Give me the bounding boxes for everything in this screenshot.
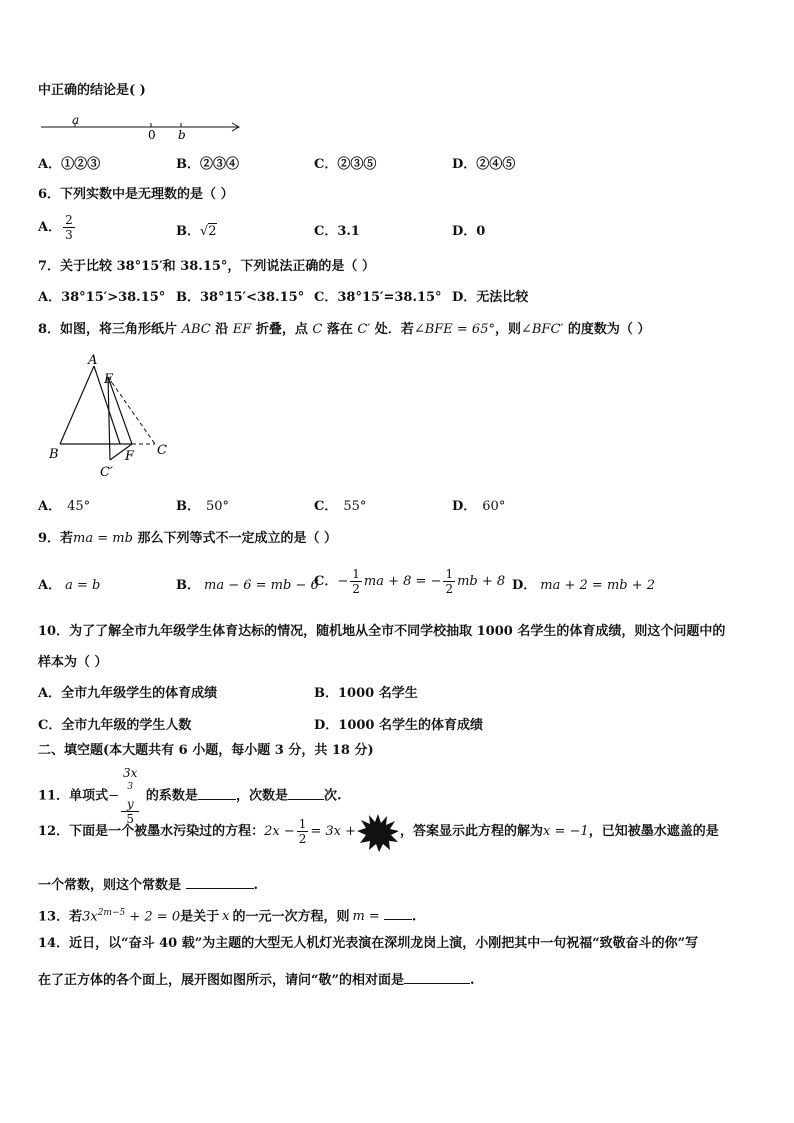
q11-stem: 11．单项式− 3x $^3$ y 5 的系数是 ，次数是 次. [38, 766, 342, 826]
section-heading-fill-blank: 二、填空题(本大题共有 6 小题，每小题 3 分，共 18 分) [38, 743, 374, 758]
figure-label-b: B [49, 447, 59, 462]
q8-option-c: C． 55° [314, 499, 367, 514]
q8-option-d: D． 60° [452, 499, 506, 514]
q8-option-a: A． 45° [38, 499, 91, 514]
numberline-label-b: b [178, 128, 186, 142]
q6-option-a: A． $\frac{2}{3}$ [38, 213, 73, 242]
q10-option-c: C．全市九年级的学生人数 [38, 718, 192, 733]
q10-option-b: B．1000 名学生 [314, 686, 418, 701]
q7-option-b: B．38°15′<38.15° [176, 290, 305, 305]
q13-stem: 13．若$3x^{2m-5} + 2 = 0$是关于 x 的一元一次方程，则 m = . [38, 904, 416, 926]
q12-stem: 12．下面是一个被墨水污染过的方程：2x − $\frac{1}{2}$ = 3x + ，答案显示此方程的解为x = −1，已知被墨水遮盖的是 [38, 817, 719, 846]
q10-stem-line1: 10．为了了解全市九年级学生体育达标的情况，随机地从全市不同学校抽取 1000 名学生的体育成绩，则这个问题中的 [38, 624, 726, 639]
q10-stem-line2: 样本为（ ） [38, 655, 108, 670]
q5-option-c: C．②③⑤ [314, 157, 377, 172]
q5-option-a: A．①②③ [38, 157, 101, 172]
figure-label-c-prime: C′ [100, 465, 113, 480]
q7-option-c: C．38°15′=38.15° [314, 290, 442, 305]
number-line [38, 116, 248, 144]
q10-option-d: D．1000 名学生的体育成绩 [314, 718, 483, 733]
figure-label-e: E [104, 372, 114, 387]
triangle-fold-figure [40, 352, 180, 482]
q5-option-d: D．②④⑤ [452, 157, 516, 172]
q8-option-b: B． 50° [176, 499, 230, 514]
q6-option-b: B．√2 [176, 224, 217, 239]
q9-option-d: D． ma + 2 = mb + 2 [512, 578, 656, 593]
q9-option-a: A． a = b [38, 578, 101, 593]
q12-stem-line2: 一个常数，则这个常数是 . [38, 874, 258, 895]
q9-option-c: C．− $\frac{1}{2}$ ma + 8 = − $\frac{1}{2}$ mb + 8 [314, 567, 506, 596]
q6-option-d: D．0 [452, 224, 486, 239]
q9-option-b: B． ma − 6 = mb − 6 [176, 578, 319, 593]
figure-label-f: F [125, 449, 135, 464]
figure-label-c: C [157, 443, 167, 458]
q5-stem: 中正确的结论是( ) [38, 83, 146, 98]
q14-stem-line2: 在了正方体的各个面上，展开图如图所示，请问“敬”的相对面是 . [38, 969, 475, 990]
q9-stem: 9．若ma = mb 那么下列等式不一定成立的是（ ） [38, 531, 337, 546]
q6-option-c: C．3.1 [314, 224, 360, 239]
q7-option-a: A．38°15′>38.15° [38, 290, 166, 305]
numberline-label-a: a [72, 116, 80, 127]
ink-blot-icon [356, 812, 400, 852]
figure-label-a: A [88, 353, 98, 368]
q8-stem: 8．如图，将三角形纸片 ABC 沿 EF 折叠，点 C 落在 C′ 处．若∠BFE = 65°，则∠BFC′ 的度数为（ ） [38, 322, 651, 337]
numberline-label-0: 0 [148, 128, 156, 142]
q5-option-b: B．②③④ [176, 157, 239, 172]
q7-option-d: D．无法比较 [452, 290, 529, 305]
q10-option-a: A．全市九年级学生的体育成绩 [38, 686, 218, 701]
q14-stem-line1: 14．近日，以“奋斗 40 载”为主题的大型无人机灯光表演在深圳龙岗上演，小刚把其中一句祝福“致敬奋斗的你”写 [38, 936, 699, 951]
q6-stem: 6．下列实数中是无理数的是（ ） [38, 187, 234, 202]
q7-stem: 7．关于比较 38°15′和 38.15°，下列说法正确的是（ ） [38, 259, 375, 274]
